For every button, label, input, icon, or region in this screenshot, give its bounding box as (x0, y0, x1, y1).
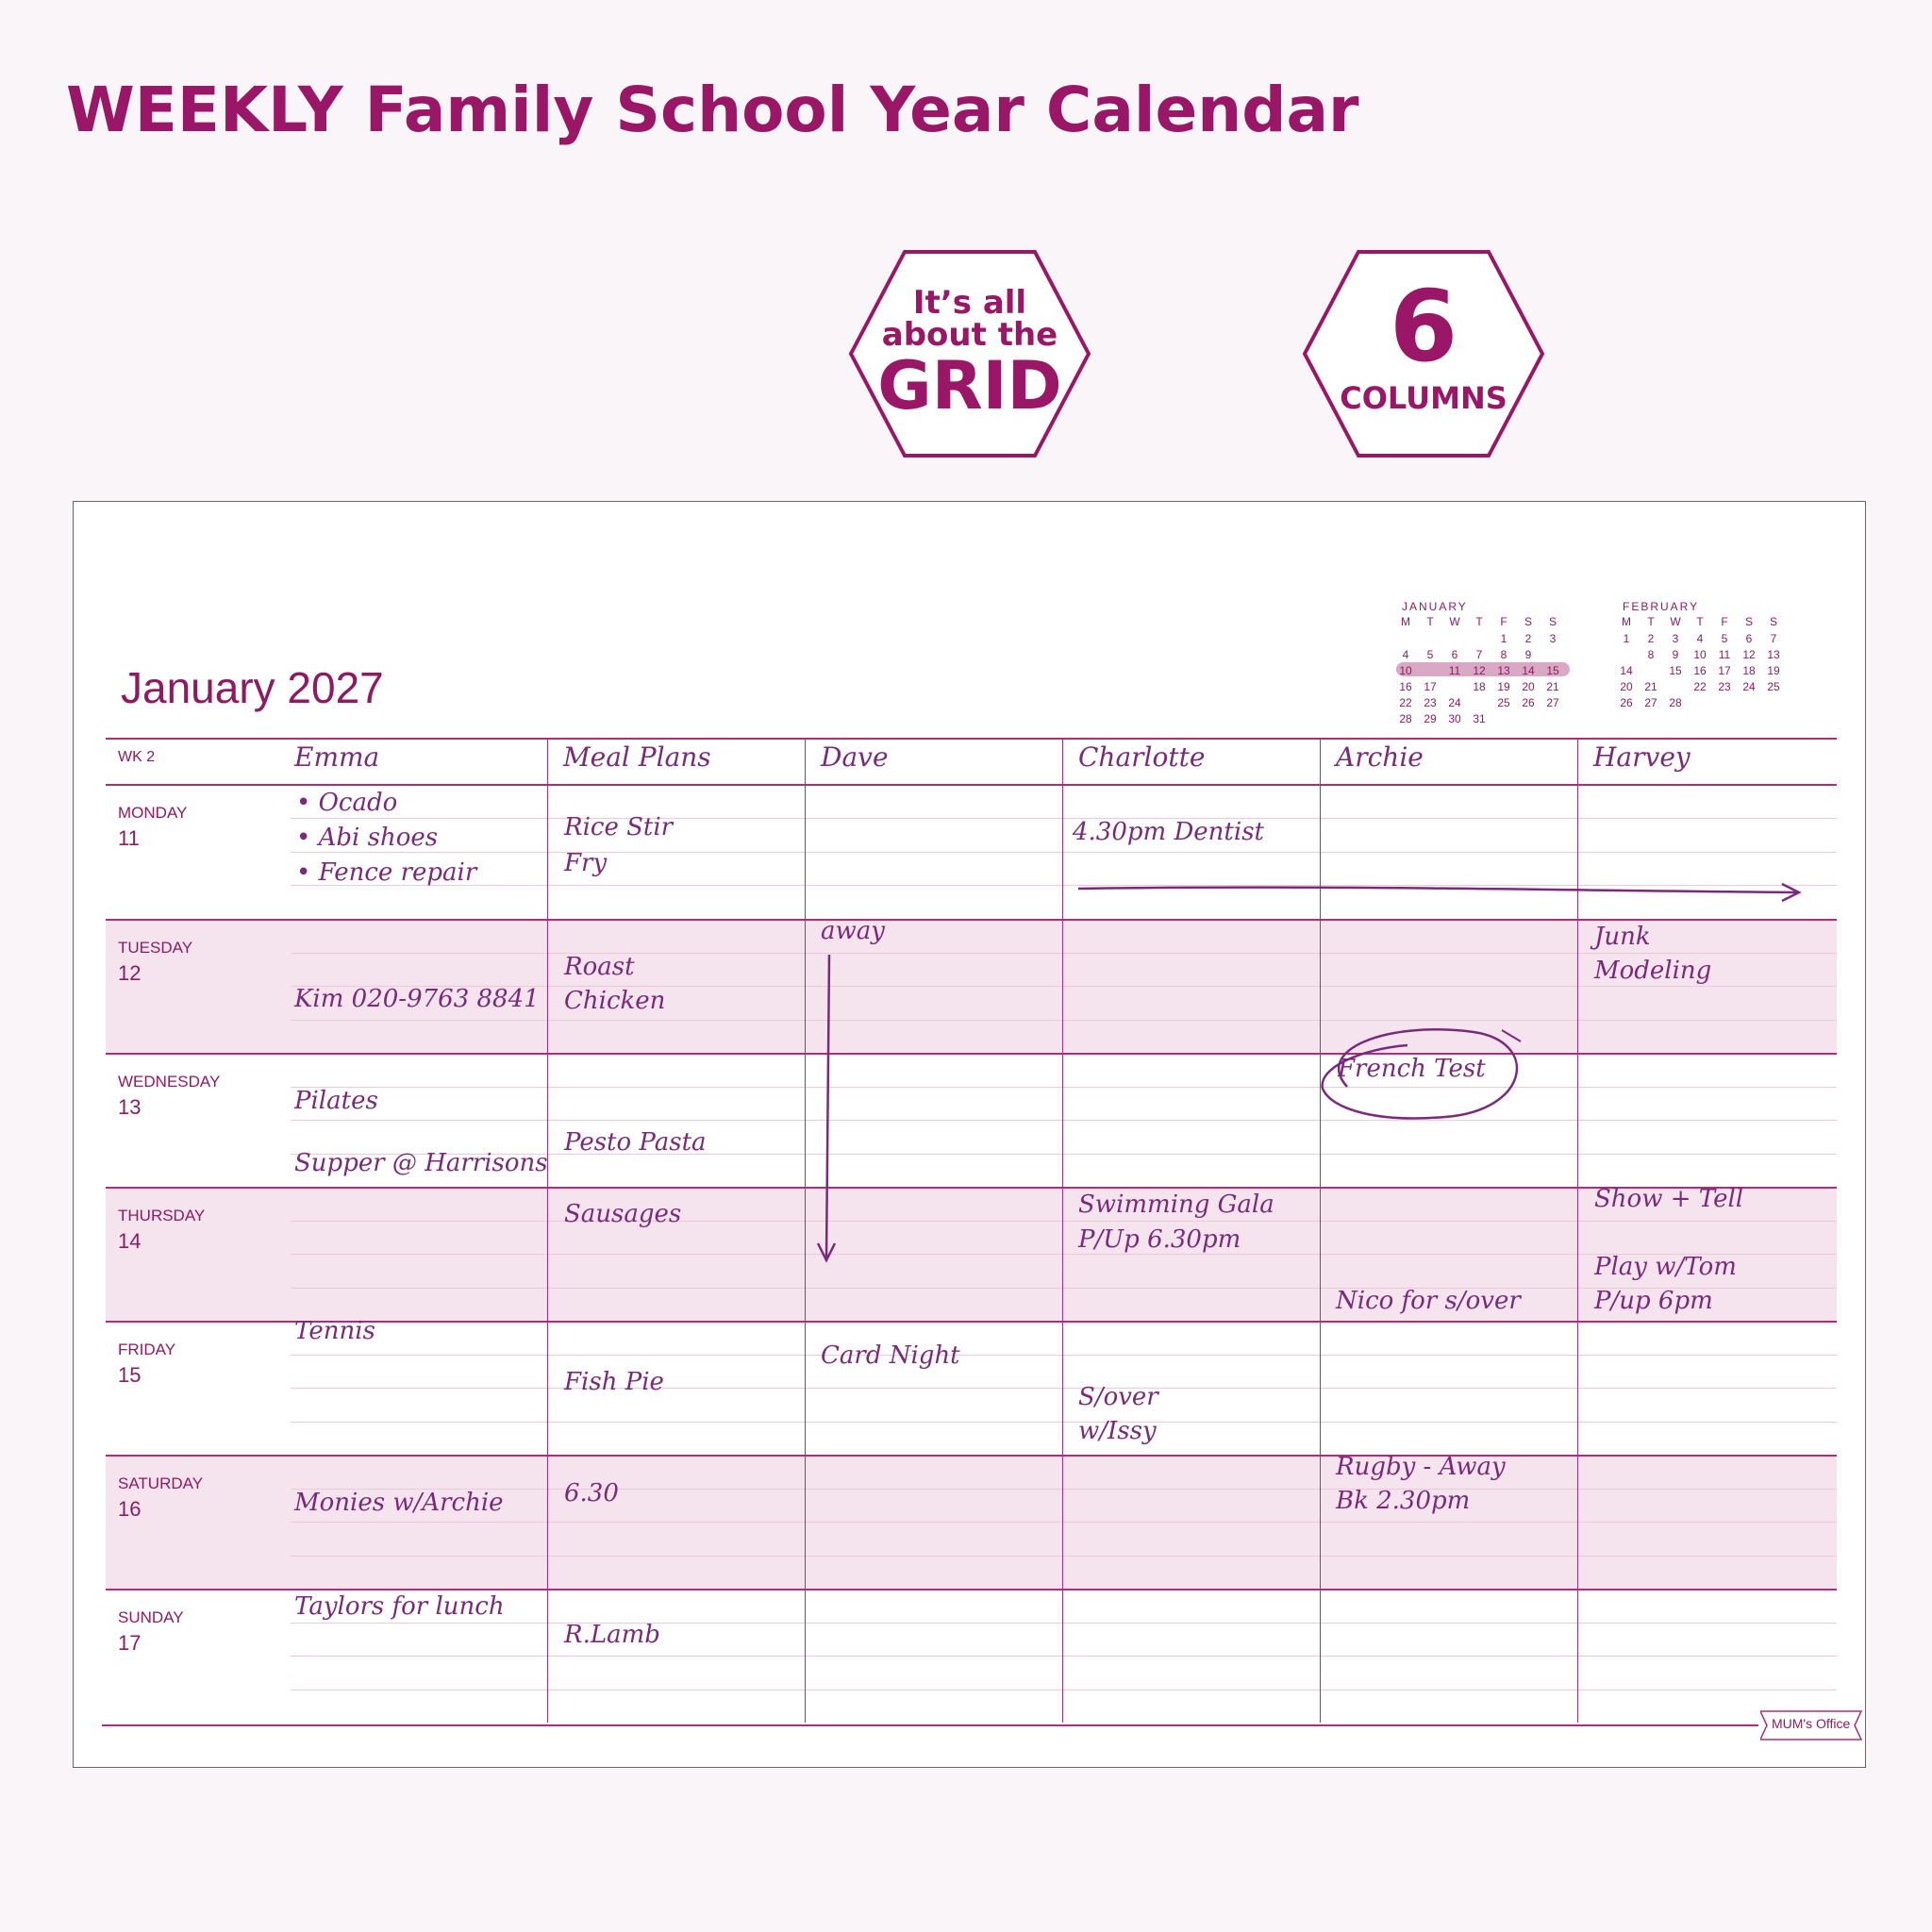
entry-charlotte-monday: 4.30pm Dentist (1073, 818, 1264, 846)
mini-calendar-date: 13 (1767, 648, 1780, 661)
entry-charlotte-thursday: Swimming Gala (1078, 1191, 1274, 1219)
entry-archie-wednesday: French Test (1338, 1055, 1486, 1083)
mini-calendar-date: 1 (1500, 632, 1507, 645)
mini-calendar-date: 23 (1424, 696, 1437, 709)
column-header-dave: Dave (821, 741, 889, 773)
day-number-tuesday: 12 (118, 961, 142, 985)
mini-calendar-date: 22 (1399, 696, 1412, 709)
day-name-tuesday: TUESDAY (118, 939, 193, 957)
day-number-thursday: 14 (118, 1229, 142, 1253)
entry-meal-monday: Fry (564, 849, 608, 877)
mini-calendar-date: 26 (1620, 696, 1633, 709)
entry-emma-wednesday: Supper @ Harrisons (294, 1149, 548, 1177)
mini-calendar-date: 14 (1522, 664, 1535, 677)
month-title: January 2027 (121, 663, 384, 712)
column-header-charlotte: Charlotte (1078, 741, 1206, 773)
mini-calendar-date: 8 (1647, 648, 1655, 661)
mini-calendar-date: 4 (1402, 648, 1409, 661)
mini-calendar-date: 9 (1524, 648, 1532, 661)
day-name-friday: FRIDAY (118, 1341, 176, 1358)
mini-calendar-date: 25 (1767, 680, 1780, 693)
arrow-down-icon (818, 955, 835, 1260)
day-name-saturday: SATURDAY (118, 1474, 204, 1492)
mini-calendar-date: 3 (1549, 632, 1557, 645)
week-label: WK 2 (118, 749, 156, 765)
mini-calendar-weekday: T (1426, 615, 1434, 628)
entry-meal-monday: Rice Stir (564, 813, 674, 841)
grid-badge (846, 249, 1093, 458)
entry-meal-tuesday: Chicken (564, 987, 666, 1015)
mini-calendar-date: 5 (1426, 648, 1434, 661)
entry-charlotte-friday: w/Issy (1078, 1417, 1157, 1445)
entry-emma-monday: • Abi shoes (296, 824, 439, 852)
entry-emma-sunday: Taylors for lunch (294, 1592, 505, 1621)
entry-charlotte-thursday: P/Up 6.30pm (1078, 1225, 1241, 1254)
day-name-sunday: SUNDAY (118, 1608, 184, 1626)
page-title: WEEKLY Family School Year Calendar (66, 74, 1359, 146)
entry-meal-wednesday: Pesto Pasta (564, 1128, 707, 1157)
calendar-sheet (73, 501, 1866, 1768)
entry-harvey-thursday: P/up 6pm (1594, 1287, 1713, 1315)
mini-calendar-date: 18 (1742, 664, 1756, 677)
mini-calendar-weekday: F (1500, 615, 1507, 628)
mini-calendar-weekday: M (1401, 615, 1410, 628)
circle-mark-icon (1323, 1029, 1521, 1118)
mini-calendar-date: 21 (1644, 680, 1657, 693)
mini-calendar-date: 5 (1721, 632, 1728, 645)
mini-calendar-date: 7 (1770, 632, 1777, 645)
mini-calendar-date: 16 (1399, 680, 1412, 693)
mini-calendar-date: 17 (1718, 664, 1731, 677)
mini-calendar-date: 27 (1644, 696, 1657, 709)
mini-calendar-weekday: W (1670, 615, 1681, 628)
mini-calendar-date: 19 (1767, 664, 1780, 677)
annotation-marks (106, 738, 1837, 1726)
entry-archie-saturday: Bk 2.30pm (1336, 1487, 1471, 1515)
week-grid (106, 738, 1837, 1726)
day-number-friday: 15 (118, 1363, 142, 1387)
mini-calendar-weekday: S (1769, 615, 1777, 628)
mini-calendar-date: 15 (1669, 664, 1682, 677)
entry-archie-saturday: Rugby - Away (1336, 1453, 1506, 1481)
mini-calendar-date: 28 (1399, 712, 1412, 725)
columns-badge-number: 6 (1389, 269, 1458, 384)
mini-calendar-date: 4 (1696, 632, 1704, 645)
mini-calendar-date: 18 (1473, 680, 1486, 693)
mini-calendar-date: 19 (1497, 680, 1510, 693)
mini-calendar-date: 1 (1623, 632, 1630, 645)
mini-calendar-date: 26 (1522, 696, 1535, 709)
mini-calendar-weekday: W (1449, 615, 1460, 628)
mini-calendar-date: 21 (1546, 680, 1559, 693)
arrow-right-icon (1078, 884, 1799, 901)
entry-emma-friday: Tennis (294, 1317, 375, 1345)
grid-badge-line2: about the (881, 316, 1058, 354)
mini-calendar-date: 24 (1448, 696, 1461, 709)
entry-meal-friday: Fish Pie (564, 1368, 664, 1396)
mini-calendar-weekday: M (1622, 615, 1631, 628)
mini-calendar-date: 8 (1500, 648, 1507, 661)
columns-badge (1300, 249, 1547, 458)
entry-meal-tuesday: Roast (564, 953, 635, 981)
day-number-sunday: 17 (118, 1631, 142, 1655)
entry-charlotte-friday: S/over (1078, 1383, 1158, 1411)
entry-archie-thursday: Nico for s/over (1336, 1287, 1521, 1315)
entry-meal-sunday: R.Lamb (564, 1621, 660, 1649)
mini-calendar-date: 28 (1669, 696, 1682, 709)
mini-calendar-date: 20 (1620, 680, 1633, 693)
entry-emma-wednesday: Pilates (294, 1087, 378, 1115)
mini-calendar-date: 23 (1718, 680, 1731, 693)
mini-calendar-date: 16 (1693, 664, 1707, 677)
grid-badge-line1: It’s all (912, 284, 1027, 322)
mini-calendar-date: 12 (1473, 664, 1486, 677)
mini-calendar-date: 17 (1424, 680, 1437, 693)
day-number-monday: 11 (118, 826, 140, 850)
entry-harvey-thursday: Play w/Tom (1594, 1253, 1737, 1281)
mini-calendar-date: 27 (1546, 696, 1559, 709)
mini-calendar-weekday: S (1524, 615, 1532, 628)
column-header-harvey: Harvey (1593, 741, 1690, 773)
column-header-meal-plans: Meal Plans (563, 741, 711, 773)
mini-calendar-date: 29 (1424, 712, 1437, 725)
footer-line (102, 1724, 1758, 1726)
mini-calendar-date: 6 (1451, 648, 1458, 661)
mini-calendar-date: 7 (1475, 648, 1483, 661)
entry-dave-tuesday: away (821, 917, 885, 945)
entry-harvey-thursday: Show + Tell (1594, 1185, 1744, 1213)
column-header-archie: Archie (1336, 741, 1424, 773)
mini-calendar-date: 13 (1497, 664, 1510, 677)
mini-calendar-weekday: S (1744, 615, 1753, 628)
mini-calendar-date: 6 (1745, 632, 1753, 645)
entry-emma-saturday: Monies w/Archie (294, 1489, 504, 1517)
mini-calendar-date: 24 (1742, 680, 1756, 693)
entry-harvey-tuesday: Modeling (1594, 957, 1712, 985)
columns-badge-label: COLUMNS (1340, 380, 1507, 416)
mini-calendar-date: 15 (1546, 664, 1559, 677)
mini-calendar-weekday: S (1548, 615, 1557, 628)
mini-calendar-month: FEBRUARY (1623, 600, 1700, 613)
mini-calendar-date: 10 (1693, 648, 1707, 661)
mini-calendar-date: 2 (1647, 632, 1655, 645)
day-number-saturday: 16 (118, 1497, 142, 1521)
mini-calendar-weekday: T (1475, 615, 1483, 628)
mini-calendar-date: 20 (1522, 680, 1535, 693)
mini-calendar-date: 11 (1448, 664, 1461, 677)
entry-emma-tuesday: Kim 020-9763 8841 (294, 985, 540, 1013)
mini-calendar-date: 22 (1693, 680, 1707, 693)
mini-calendar-date: 2 (1524, 632, 1532, 645)
entry-meal-saturday: 6.30 (564, 1479, 619, 1507)
mini-calendar-date: 31 (1473, 712, 1486, 725)
brand-name: MUM's Office (1772, 1716, 1851, 1731)
mini-calendar-weekday: T (1647, 615, 1655, 628)
mini-calendar-date: 12 (1742, 648, 1756, 661)
day-name-monday: MONDAY (118, 804, 188, 822)
mini-calendar-date: 30 (1448, 712, 1461, 725)
entry-meal-thursday: Sausages (564, 1200, 682, 1228)
day-name-wednesday: WEDNESDAY (118, 1073, 221, 1091)
day-number-wednesday: 13 (118, 1095, 142, 1119)
day-name-thursday: THURSDAY (118, 1207, 206, 1224)
entry-emma-monday: • Ocado (296, 789, 398, 817)
entry-dave-friday: Card Night (821, 1341, 960, 1370)
mini-calendar-weekday: F (1721, 615, 1728, 628)
mini-calendar-date: 3 (1672, 632, 1679, 645)
mini-calendar-date: 10 (1399, 664, 1412, 677)
mini-calendar-date: 14 (1620, 664, 1633, 677)
entry-emma-monday: • Fence repair (296, 858, 477, 887)
mini-calendar-date: 11 (1718, 648, 1731, 661)
mini-calendar-date: 9 (1672, 648, 1679, 661)
entry-harvey-tuesday: Junk (1594, 923, 1651, 951)
mini-calendar-month: JANUARY (1402, 600, 1468, 613)
mini-calendar-weekday: T (1696, 615, 1704, 628)
brand-tag (1760, 1710, 1862, 1740)
column-header-emma: Emma (294, 741, 380, 773)
mini-calendar-date: 25 (1497, 696, 1510, 709)
grid-badge-line3: GRID (877, 347, 1062, 425)
